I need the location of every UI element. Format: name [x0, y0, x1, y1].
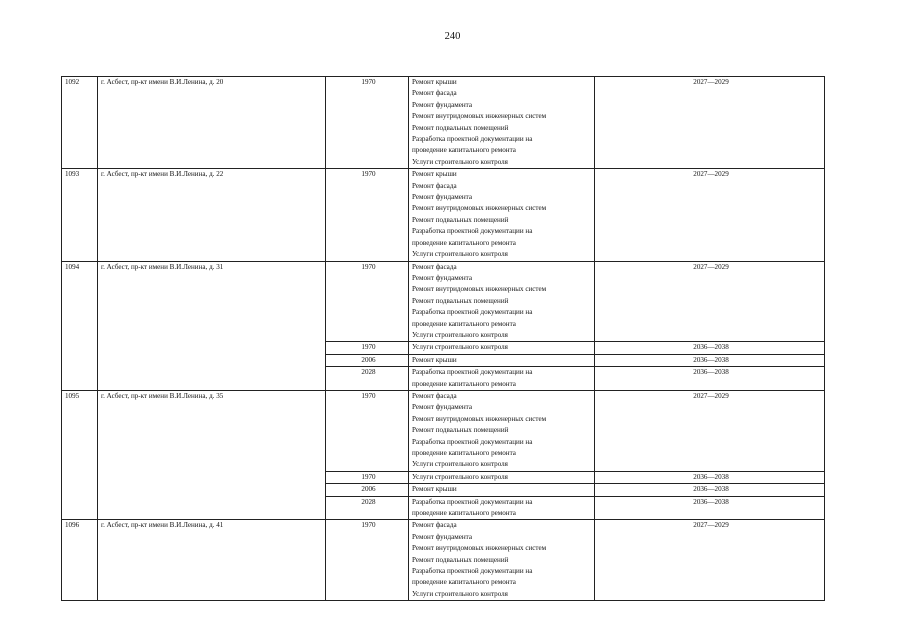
- work-item: Ремонт фундамента: [412, 100, 472, 109]
- subrow-works: [409, 342, 595, 354]
- work-item: Ремонт внутридомовых инженерных систем: [412, 285, 547, 294]
- work-item: Ремонт внутридомовых инженерных систем: [412, 414, 547, 423]
- row-period: 2027—2029: [595, 261, 825, 342]
- work-item: Услуги строительного контроля: [412, 460, 508, 469]
- work-item: Ремонт подвальных помещений: [412, 296, 509, 305]
- subrow-works: [409, 367, 595, 391]
- work-item: Ремонт фундамента: [412, 273, 472, 282]
- table-row: [62, 520, 825, 601]
- registry-body: [62, 77, 825, 601]
- table-row: [62, 390, 825, 471]
- row-year: 1970: [326, 520, 409, 601]
- work-item: проведение капитального ремонта: [412, 578, 516, 587]
- work-item: Услуги строительного контроля: [412, 330, 508, 339]
- work-item: Разработка проектной документации на: [412, 227, 533, 236]
- work-item: Ремонт крыши: [412, 355, 457, 364]
- subrow-year: 2006: [326, 484, 409, 496]
- row-address: г. Асбест, пр-кт имени В.И.Ленина, д. 41: [98, 520, 326, 601]
- row-works: [409, 261, 595, 342]
- row-address: г. Асбест, пр-кт имени В.И.Ленина, д. 20: [98, 77, 326, 169]
- work-item: Ремонт фасада: [412, 521, 457, 530]
- work-item: Ремонт подвальных помещений: [412, 426, 509, 435]
- page-number: 240: [444, 31, 461, 42]
- row-number: 1096: [62, 520, 98, 601]
- row-number: 1095: [62, 390, 98, 519]
- row-works: [409, 520, 595, 601]
- work-item: проведение капитального ремонта: [412, 509, 516, 518]
- row-period: 2027—2029: [595, 520, 825, 601]
- work-item: Разработка проектной документации на: [412, 135, 533, 144]
- subrow-period: 2036—2038: [595, 496, 825, 520]
- work-item: Услуги строительного контроля: [412, 589, 508, 598]
- subrow-period: 2036—2038: [595, 367, 825, 391]
- work-item: Ремонт внутридомовых инженерных систем: [412, 112, 547, 121]
- subrow-period: 2036—2038: [595, 484, 825, 496]
- work-item: Разработка проектной документации на: [412, 567, 533, 576]
- work-item: Ремонт фундамента: [412, 532, 472, 541]
- work-item: Ремонт крыши: [412, 78, 457, 86]
- row-period: 2027—2029: [595, 77, 825, 169]
- work-item: проведение капитального ремонта: [412, 238, 516, 247]
- row-year: 1970: [326, 169, 409, 261]
- work-item: Ремонт внутридомовых инженерных систем: [412, 204, 547, 213]
- work-item: Ремонт подвальных помещений: [412, 215, 509, 224]
- subrow-works: [409, 496, 595, 520]
- table-row: [62, 169, 825, 261]
- table-row: [62, 261, 825, 342]
- row-address: г. Асбест, пр-кт имени В.И.Ленина, д. 31: [98, 261, 326, 390]
- work-item: Услуги строительного контроля: [412, 250, 508, 259]
- work-item: Ремонт фундамента: [412, 193, 472, 202]
- row-works: [409, 390, 595, 471]
- work-item: Ремонт фундамента: [412, 403, 472, 412]
- row-year: 1970: [326, 77, 409, 169]
- row-number: 1094: [62, 261, 98, 390]
- work-item: проведение капитального ремонта: [412, 449, 516, 457]
- subrow-period: 2036—2038: [595, 354, 825, 366]
- table-row: [62, 77, 825, 169]
- work-item: Ремонт фасада: [412, 181, 457, 190]
- row-period: 2027—2029: [595, 390, 825, 471]
- work-item: Ремонт фасада: [412, 391, 457, 400]
- row-works: [409, 77, 595, 169]
- row-year: 1970: [326, 261, 409, 342]
- work-item: Разработка проектной документации на: [412, 368, 533, 377]
- row-number: 1093: [62, 169, 98, 261]
- row-period: 2027—2029: [595, 169, 825, 261]
- work-item: Ремонт крыши: [412, 170, 457, 179]
- work-item: Разработка проектной документации на: [412, 437, 533, 446]
- work-item: Услуги строительного контроля: [412, 157, 508, 166]
- subrow-year: 2006: [326, 354, 409, 366]
- work-item: Услуги строительного контроля: [412, 472, 508, 481]
- row-address: г. Асбест, пр-кт имени В.И.Ленина, д. 35: [98, 390, 326, 519]
- subrow-works: [409, 354, 595, 366]
- subrow-year: 1970: [326, 471, 409, 483]
- work-item: Ремонт фасада: [412, 262, 457, 271]
- subrow-period: 2036—2038: [595, 471, 825, 483]
- subrow-works: [409, 484, 595, 496]
- row-address: г. Асбест, пр-кт имени В.И.Ленина, д. 22: [98, 169, 326, 261]
- subrow-works: [409, 471, 595, 483]
- row-works: [409, 169, 595, 261]
- row-number: 1092: [62, 77, 98, 169]
- work-item: проведение капитального ремонта: [412, 319, 516, 328]
- work-item: Ремонт фасада: [412, 89, 457, 98]
- work-item: проведение капитального ремонта: [412, 146, 516, 155]
- subrow-year: 2028: [326, 496, 409, 520]
- work-item: Ремонт подвальных помещений: [412, 555, 509, 564]
- work-item: Ремонт крыши: [412, 485, 457, 494]
- registry-table: [61, 76, 825, 601]
- row-year: 1970: [326, 390, 409, 471]
- work-item: Ремонт подвальных помещений: [412, 123, 509, 132]
- work-item: Услуги строительного контроля: [412, 343, 508, 352]
- subrow-year: 1970: [326, 342, 409, 354]
- subrow-year: 2028: [326, 367, 409, 391]
- work-item: проведение капитального ремонта: [412, 379, 516, 388]
- work-item: Ремонт внутридомовых инженерных систем: [412, 544, 547, 553]
- work-item: Разработка проектной документации на: [412, 308, 533, 317]
- subrow-period: 2036—2038: [595, 342, 825, 354]
- work-item: Разработка проектной документации на: [412, 497, 533, 506]
